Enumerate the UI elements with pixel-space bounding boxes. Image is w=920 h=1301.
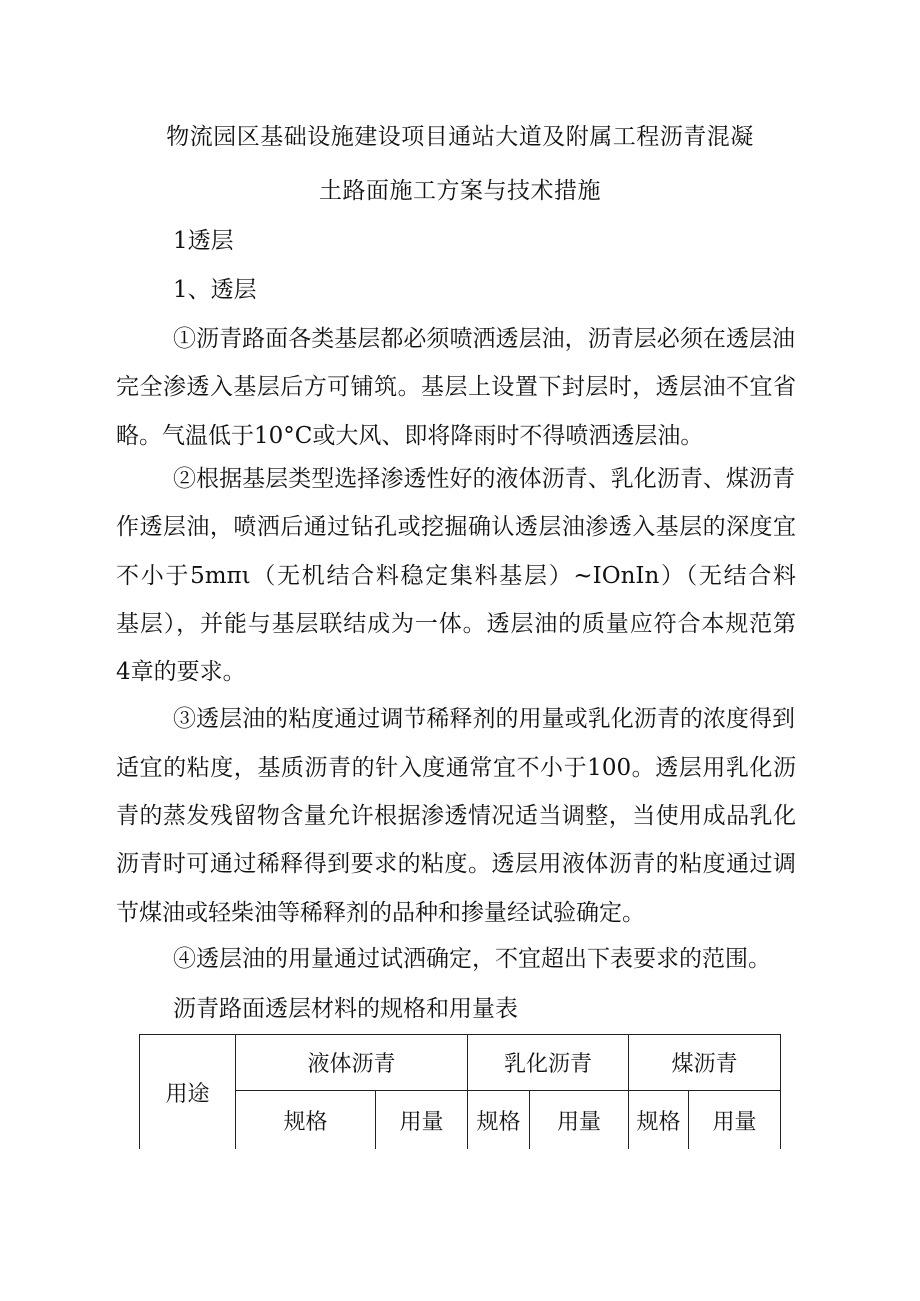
paragraph-1-line-2: 完全渗透入基层后方可铺筑。基层上设置下封层时，透层油不宜省: [116, 374, 796, 400]
table-subheader-spec: 规格: [629, 1091, 689, 1149]
paragraph-2-line-1: ②根据基层类型选择渗透性好的液体沥青、乳化沥青、煤沥青: [173, 466, 795, 492]
table-header-use: 用途: [140, 1035, 236, 1150]
document-title-line-2: 土路面施工方案与技术措施: [319, 178, 601, 204]
subsection-heading: 1、透层: [173, 277, 257, 303]
paragraph-1-line-3: 略。气温低于10°C或大风、即将降雨时不得喷洒透层油。: [116, 423, 704, 449]
table-subheader-amount: 用量: [530, 1091, 629, 1149]
spec-table: [139, 1034, 781, 1149]
paragraph-2-line-5: 4章的要求。: [116, 659, 246, 685]
table-subheader-amount: 用量: [376, 1091, 468, 1149]
section-heading: 1透层: [173, 228, 234, 254]
paragraph-1-line-1: ①沥青路面各类基层都必须喷洒透层油，沥青层必须在透层油: [173, 326, 795, 352]
table-caption: 沥青路面透层材料的规格和用量表: [173, 996, 518, 1022]
table-subheader-spec: 规格: [236, 1091, 376, 1149]
paragraph-2-line-2: 作透层油，喷洒后通过钻孔或挖掘确认透层油渗透入基层的深度宜: [116, 514, 796, 540]
paragraph-2-line-4: 基层），并能与基层联结成为一体。透层油的质量应符合本规范第: [116, 611, 796, 637]
table-header-group-coal-tar: 煤沥青: [629, 1035, 781, 1091]
table-subheader-spec: 规格: [468, 1091, 530, 1149]
paragraph-3-line-5: 节煤油或轻柴油等稀释剂的品种和掺量经试验确定。: [116, 900, 645, 926]
table-header-group-liquid-asphalt: 液体沥青: [236, 1035, 468, 1091]
table-header-group-emulsified-asphalt: 乳化沥青: [468, 1035, 629, 1091]
paragraph-4-line-1: ④透层油的用量通过试洒确定，不宜超出下表要求的范围。: [173, 946, 771, 972]
paragraph-3-line-3: 青的蒸发残留物含量允许根据渗透情况适当调整，当使用成品乳化: [116, 803, 796, 829]
document-title-line-1: 物流园区基础设施建设项目通站大道及附属工程沥青混凝: [166, 124, 754, 150]
paragraph-3-line-4: 沥青时可通过稀释得到要求的粘度。透层用液体沥青的粘度通过调: [116, 851, 796, 877]
paragraph-3-line-2: 适宜的粘度，基质沥青的针入度通常宜不小于100。透层用乳化沥: [116, 755, 796, 781]
table-subheader-amount: 用量: [689, 1091, 781, 1149]
paragraph-2-line-3: 不小于5mπι（无机结合料稳定集料基层）~IOnIn）（无结合料: [116, 563, 796, 589]
paragraph-3-line-1: ③透层油的粘度通过调节稀释剂的用量或乳化沥青的浓度得到: [173, 706, 795, 732]
spec-table-wrapper: [139, 1034, 781, 1149]
